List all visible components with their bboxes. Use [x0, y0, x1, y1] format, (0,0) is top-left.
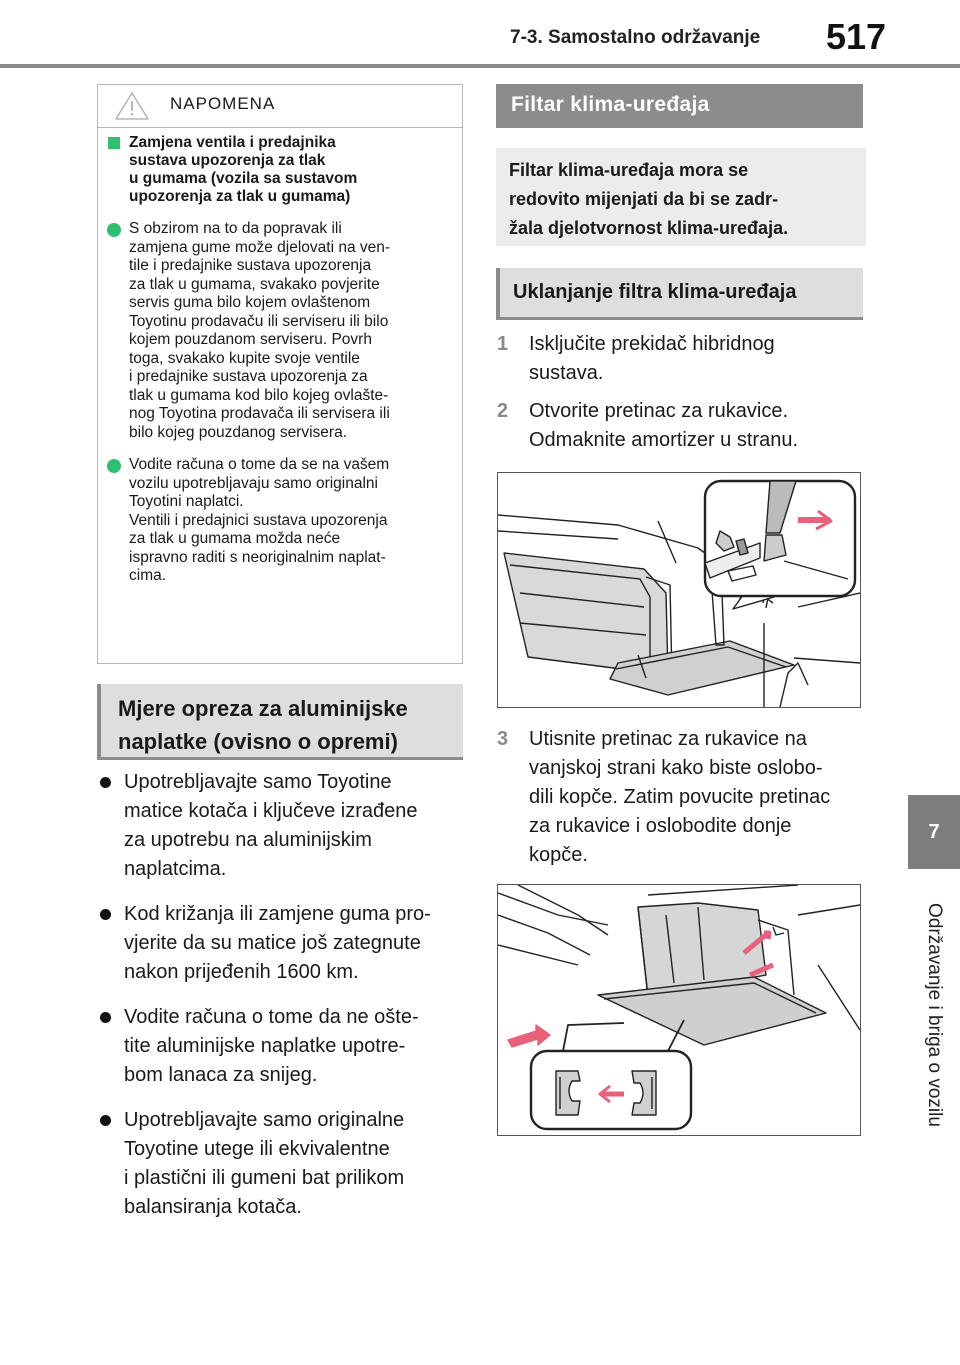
alloy-bullet-list: [97, 768, 467, 1238]
step-text: Utisnite pretinac za rukavice na vanjskoj strani kako biste oslobo- dili kopče. Zatim povucite pretinac za rukavice i oslobodite donje kopče.: [529, 728, 831, 866]
step-number: 2: [497, 400, 509, 422]
chapter-tab: [908, 795, 960, 869]
step-3: [496, 725, 866, 870]
step-text: Otvorite pretinac za rukavice. Odmaknite amortizer u stranu.: [529, 400, 798, 451]
page-number: 517: [826, 16, 887, 57]
warning-triangle-icon: [114, 91, 150, 121]
filter-intro: Filtar klima-uređaja mora se redovito mijenjati da bi se zadr- žala djelotvornost klima-uređaja.: [496, 148, 866, 246]
note-heading: NAPOMENA: [170, 94, 276, 113]
glovebox-damper-illustration: [497, 472, 861, 708]
note-header: [98, 85, 462, 128]
list-item: Vodite računa o tome da ne ošte- tite aluminijske naplatke upotre- bom lanaca za snijeg.: [97, 1003, 467, 1090]
chapter-title: Održavanje i briga o vozilu: [924, 903, 945, 1127]
list-item: Upotrebljavajte samo originalne Toyotine utege ili ekvivalentne i plastični ili gumeni bat prilikom balansiranja kotača.: [97, 1106, 467, 1222]
header-rule: [0, 64, 960, 68]
section-title: 7-3. Samostalno održavanje: [510, 27, 761, 48]
alloy-section-heading: Mjere opreza za aluminijske naplatke (ovisno o opremi): [97, 684, 463, 760]
note-item: S obzirom na to da popravak ili zamjena gume može djelovati na ven- tile i predajnike sustava upozorenja za tlak u gumama, svakako povjerite servis guma bilo kojem ovlaštenom Toyotinu prodavaču ili serviseru ili bilo kojem pouzdanom serviseru. Povrh toga, svakako kupite svoje ventile i predajnike sustava upozorenja za tlak u gumama kod bilo kojeg ovlašte- nog Toyotina prodavača ili servisera ili bilo kojeg pouzdanog servisera.: [107, 220, 452, 442]
note-box: [97, 84, 463, 664]
note-item: Vodite računa o tome da se na vašem vozilu upotrebljavaju samo originalni Toyotini naplatci. Ventili i predajnici sustava upozorenja za tlak u gumama možda neće ispravno raditi s neoriginalnim naplat- cima.: [107, 456, 452, 586]
chapter-number: 7: [928, 821, 940, 843]
list-item: Kod križanja ili zamjene guma pro- vjerite da su matice još zategnute nakon prijeđenih 1600 km.: [97, 900, 467, 987]
filter-section-heading: Filtar klima-uređaja: [496, 84, 863, 128]
list-item: Upotrebljavajte samo Toyotine matice kotača i ključeve izrađene za upotrebu na aluminijskim naplatcima.: [97, 768, 467, 884]
removal-heading: Uklanjanje filtra klima-uređaja: [496, 268, 863, 320]
step-1: [496, 330, 866, 388]
step-text: Isključite prekidač hibridnog sustava.: [529, 333, 775, 384]
step-2: [496, 397, 866, 455]
step-number: 3: [497, 728, 509, 750]
note-subheading: Zamjena ventila i predajnika sustava upozorenja za tlak u gumama (vozila sa sustavom upozorenja za tlak u gumama): [107, 134, 452, 206]
step-number: 1: [497, 333, 509, 355]
glovebox-release-illustration: [497, 884, 861, 1136]
